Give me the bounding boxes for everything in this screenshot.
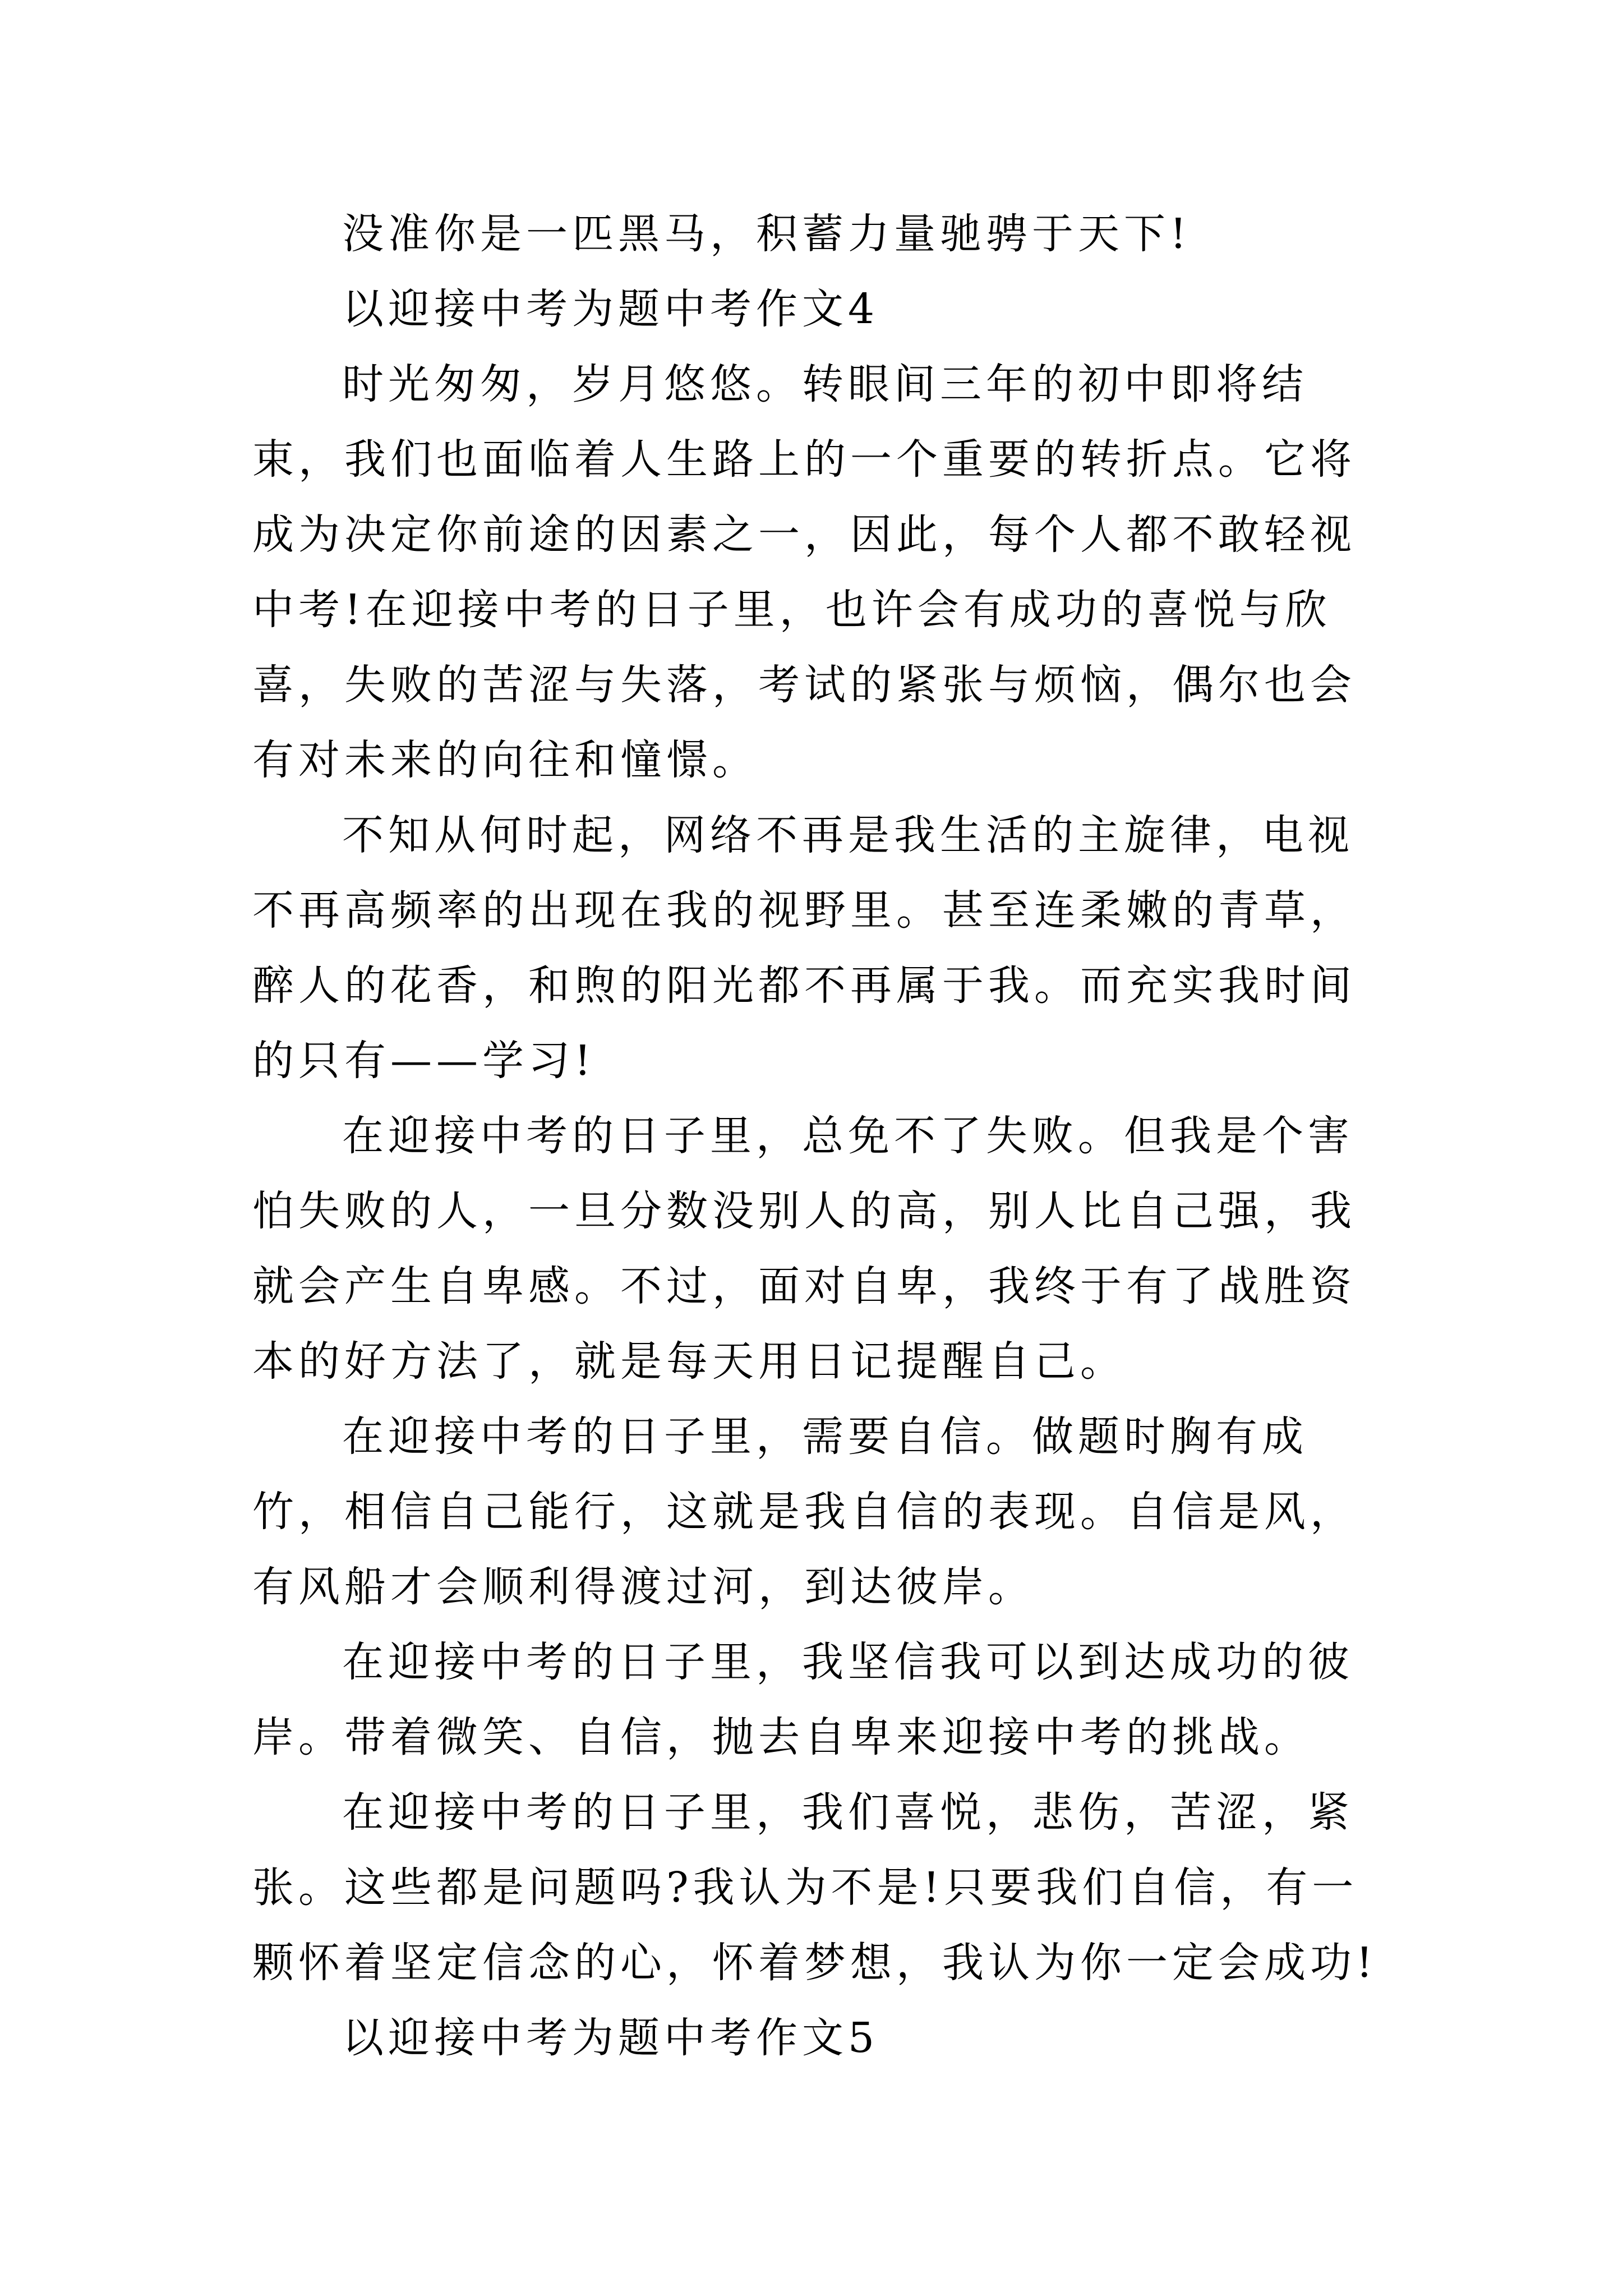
- paragraph-6: 在迎接中考的日子里，我们喜悦，悲伤，苦涩，紧张。这些都是问题吗?我认为不是!只要我们自信，有一颗怀着坚定信念的心，怀着梦想，我认为你一定会成功!: [252, 1788, 1377, 1987]
- paragraph-4: 在迎接中考的日子里，需要自信。做题时胸有成竹，相信自己能行，这就是我自信的表现。自信是风，有风船才会顺利得渡过河，到达彼岸。: [252, 1412, 1356, 1611]
- paragraph-2: 不知从何时起，网络不再是我生活的主旋律，电视不再高频率的出现在我的视野里。甚至连柔嫩的青草，醉人的花香，和煦的阳光都不再属于我。而充实我时间的只有——学习!: [252, 811, 1356, 1085]
- paragraph-3: 在迎接中考的日子里，总免不了失败。但我是个害怕失败的人，一旦分数没别人的高，别人比自己强，我就会产生自卑感。不过，面对自卑，我终于有了战胜资本的好方法了，就是每天用日记提醒自己。: [252, 1112, 1356, 1386]
- paragraph-5: 在迎接中考的日子里，我坚信我可以到达成功的彼岸。带着微笑、自信，抛去自卑来迎接中考的挑战。: [252, 1638, 1354, 1761]
- essay-heading-4: 以迎接中考为题中考作文4: [342, 285, 879, 333]
- essay-body: [252, 196, 1380, 2076]
- paragraph-closing-line: 没准你是一匹黑马，积蓄力量驰骋于天下!: [342, 210, 1191, 258]
- paragraph-1: 时光匆匆，岁月悠悠。转眼间三年的初中即将结束，我们也面临着人生路上的一个重要的转折点。它将成为决定你前途的因素之一，因此，每个人都不敢轻视中考!在迎接中考的日子里，也许会有成功的喜悦与欣喜，失败的苦涩与失落，考试的紧张与烦恼，偶尔也会有对未来的向往和憧憬。: [252, 360, 1356, 784]
- essay-heading-5: 以迎接中考为题中考作文5: [342, 2014, 879, 2062]
